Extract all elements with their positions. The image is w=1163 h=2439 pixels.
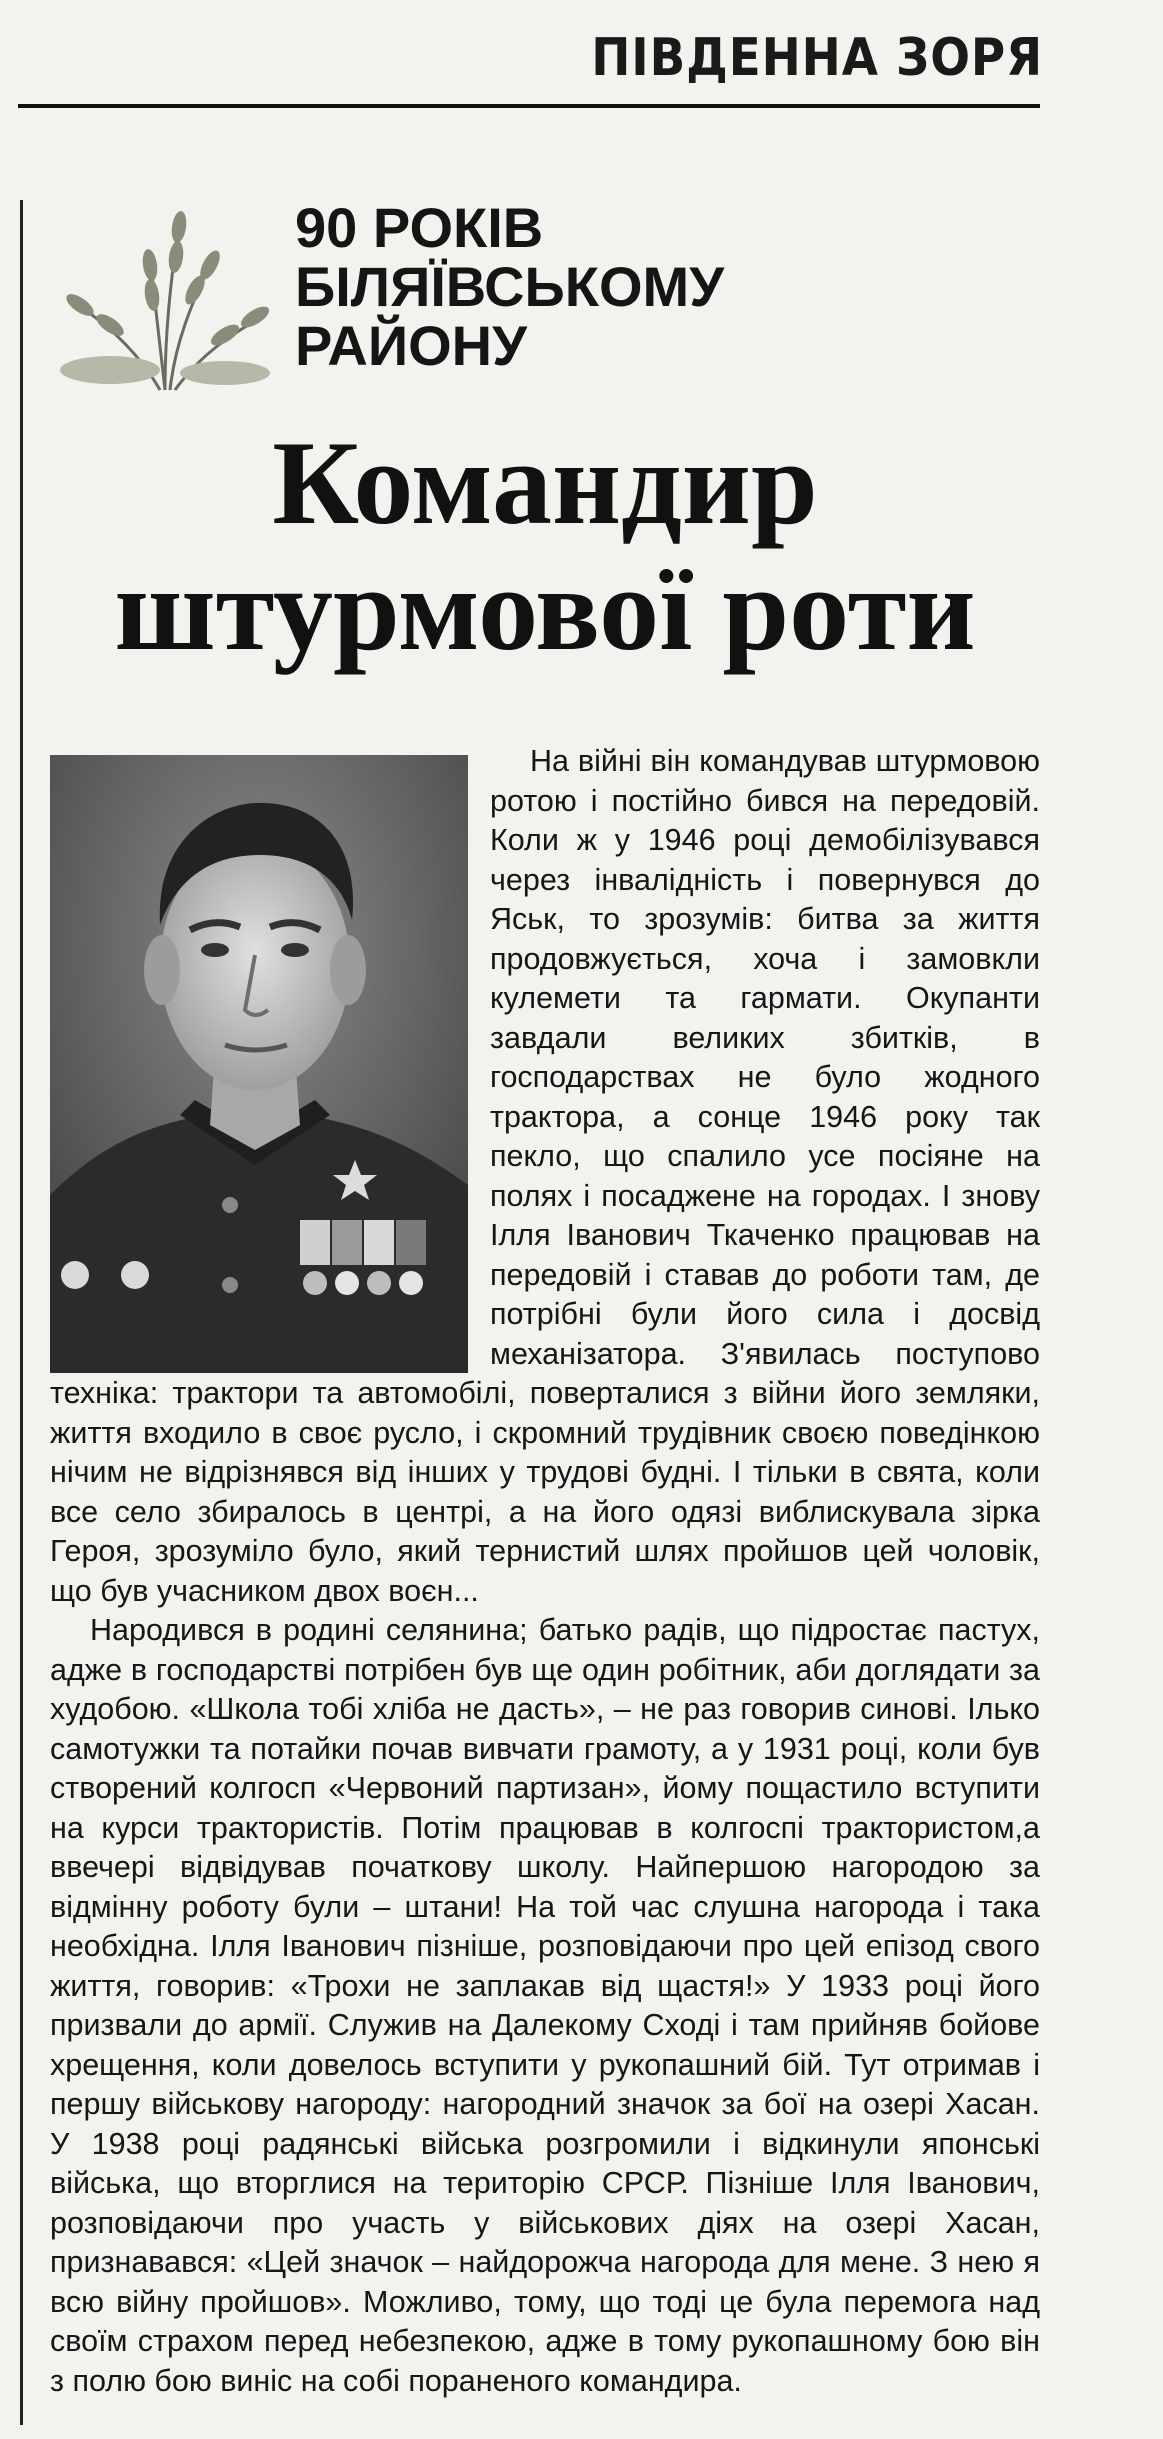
title-line-2: штурмової роти xyxy=(114,542,976,675)
article-title xyxy=(40,416,1050,675)
paragraph-1: На війні він командував штурмовою ротою і постійно бився на передовій. Коли ж у 1946 році демобілізувався через інвалідність і повернувся до Яськ, то зрозумів: битва за життя продовжується, хоча і замовкли кулемети та гармати. Окупанти завдали великих збитків, в господарствах не було жодного трактора, а сонце 1946 року так пекло, що спалило усе посіяне на полях і посаджене на городах. І знову Ілля Іванович Ткаченко працював на передовій і ставав до роботи там, де потрібні були його сила і досвід механізатора. З'явилась поступово техніка: трактори та автомобілі, поверталися з війни його земляки, життя входило в своє русло, і скромний трудівник своєю поведінкою нічим не відрізнявся від інших у трудові будні. І тільки в свята, коли все село збиралось в центрі, а на його одязі виблискувала зірка Героя, зрозуміло було, який тернистий шлях пройшов цей чоловік, що був учасником двох воєн... xyxy=(50,744,1040,1608)
masthead: ПІВДЕННА ЗОРЯ xyxy=(591,28,1043,88)
paragraph-2: Народився в родині селянина; батько радів, що підростає пастух, адже в господарстві потрібен був ще один робітник, аби доглядати за худобою. «Школа тобі хліба не дасть», – не раз говорив синові. Ілько самотужки та потайки почав вивчати грамоту, а у 1931 році, коли був створений колгосп «Червоний партизан», йому пощастило вступити на курси трактористів. Потім працював в колгоспі трактористом,а ввечері відвідував початкову школу. Найпершою нагородою за відмінну роботу були – штани! На той час слушна нагорода і така необхідна. Ілля Іванович пізніше, розповідаючи про цей епізод свого життя, говорив: «Трохи не заплакав від щастя!» У 1933 році його призвали до армії. Служив на Далекому Сході і там прийняв бойове хрещення, коли довелось вступити у рукопашний бій. Тут отримав і першу військову нагороду: нагородний значок за бої на озері Хасан. У 1938 році радянські війська розгромили і відкинули японські війська, що вторглися на територію СРСР. Пізніше Ілля Іванович, розповідаючи про участь у військових діях на озері Хасан, признавався: «Цей значок – найдорожча нагорода для мене. З нею я всю війну пройшов». Можливо, тому, що тоді це була перемога над своїм страхом перед небезпекою, адже в тому рукопашному бою він з полю бою виніс на собі пораненого командира. xyxy=(50,1613,1040,2398)
rubric-line-2: БІЛЯЇВСЬКОМУ xyxy=(295,255,725,318)
rubric-line-3: РАЙОНУ xyxy=(295,314,527,377)
top-rule xyxy=(18,104,1040,108)
rubric-line-1: 90 РОКІВ xyxy=(295,196,544,259)
left-rule xyxy=(20,200,23,2425)
article-body xyxy=(50,742,1040,2401)
section-rubric xyxy=(295,198,724,375)
wheat-icon xyxy=(50,195,280,395)
title-line-1: Командир xyxy=(272,416,818,549)
